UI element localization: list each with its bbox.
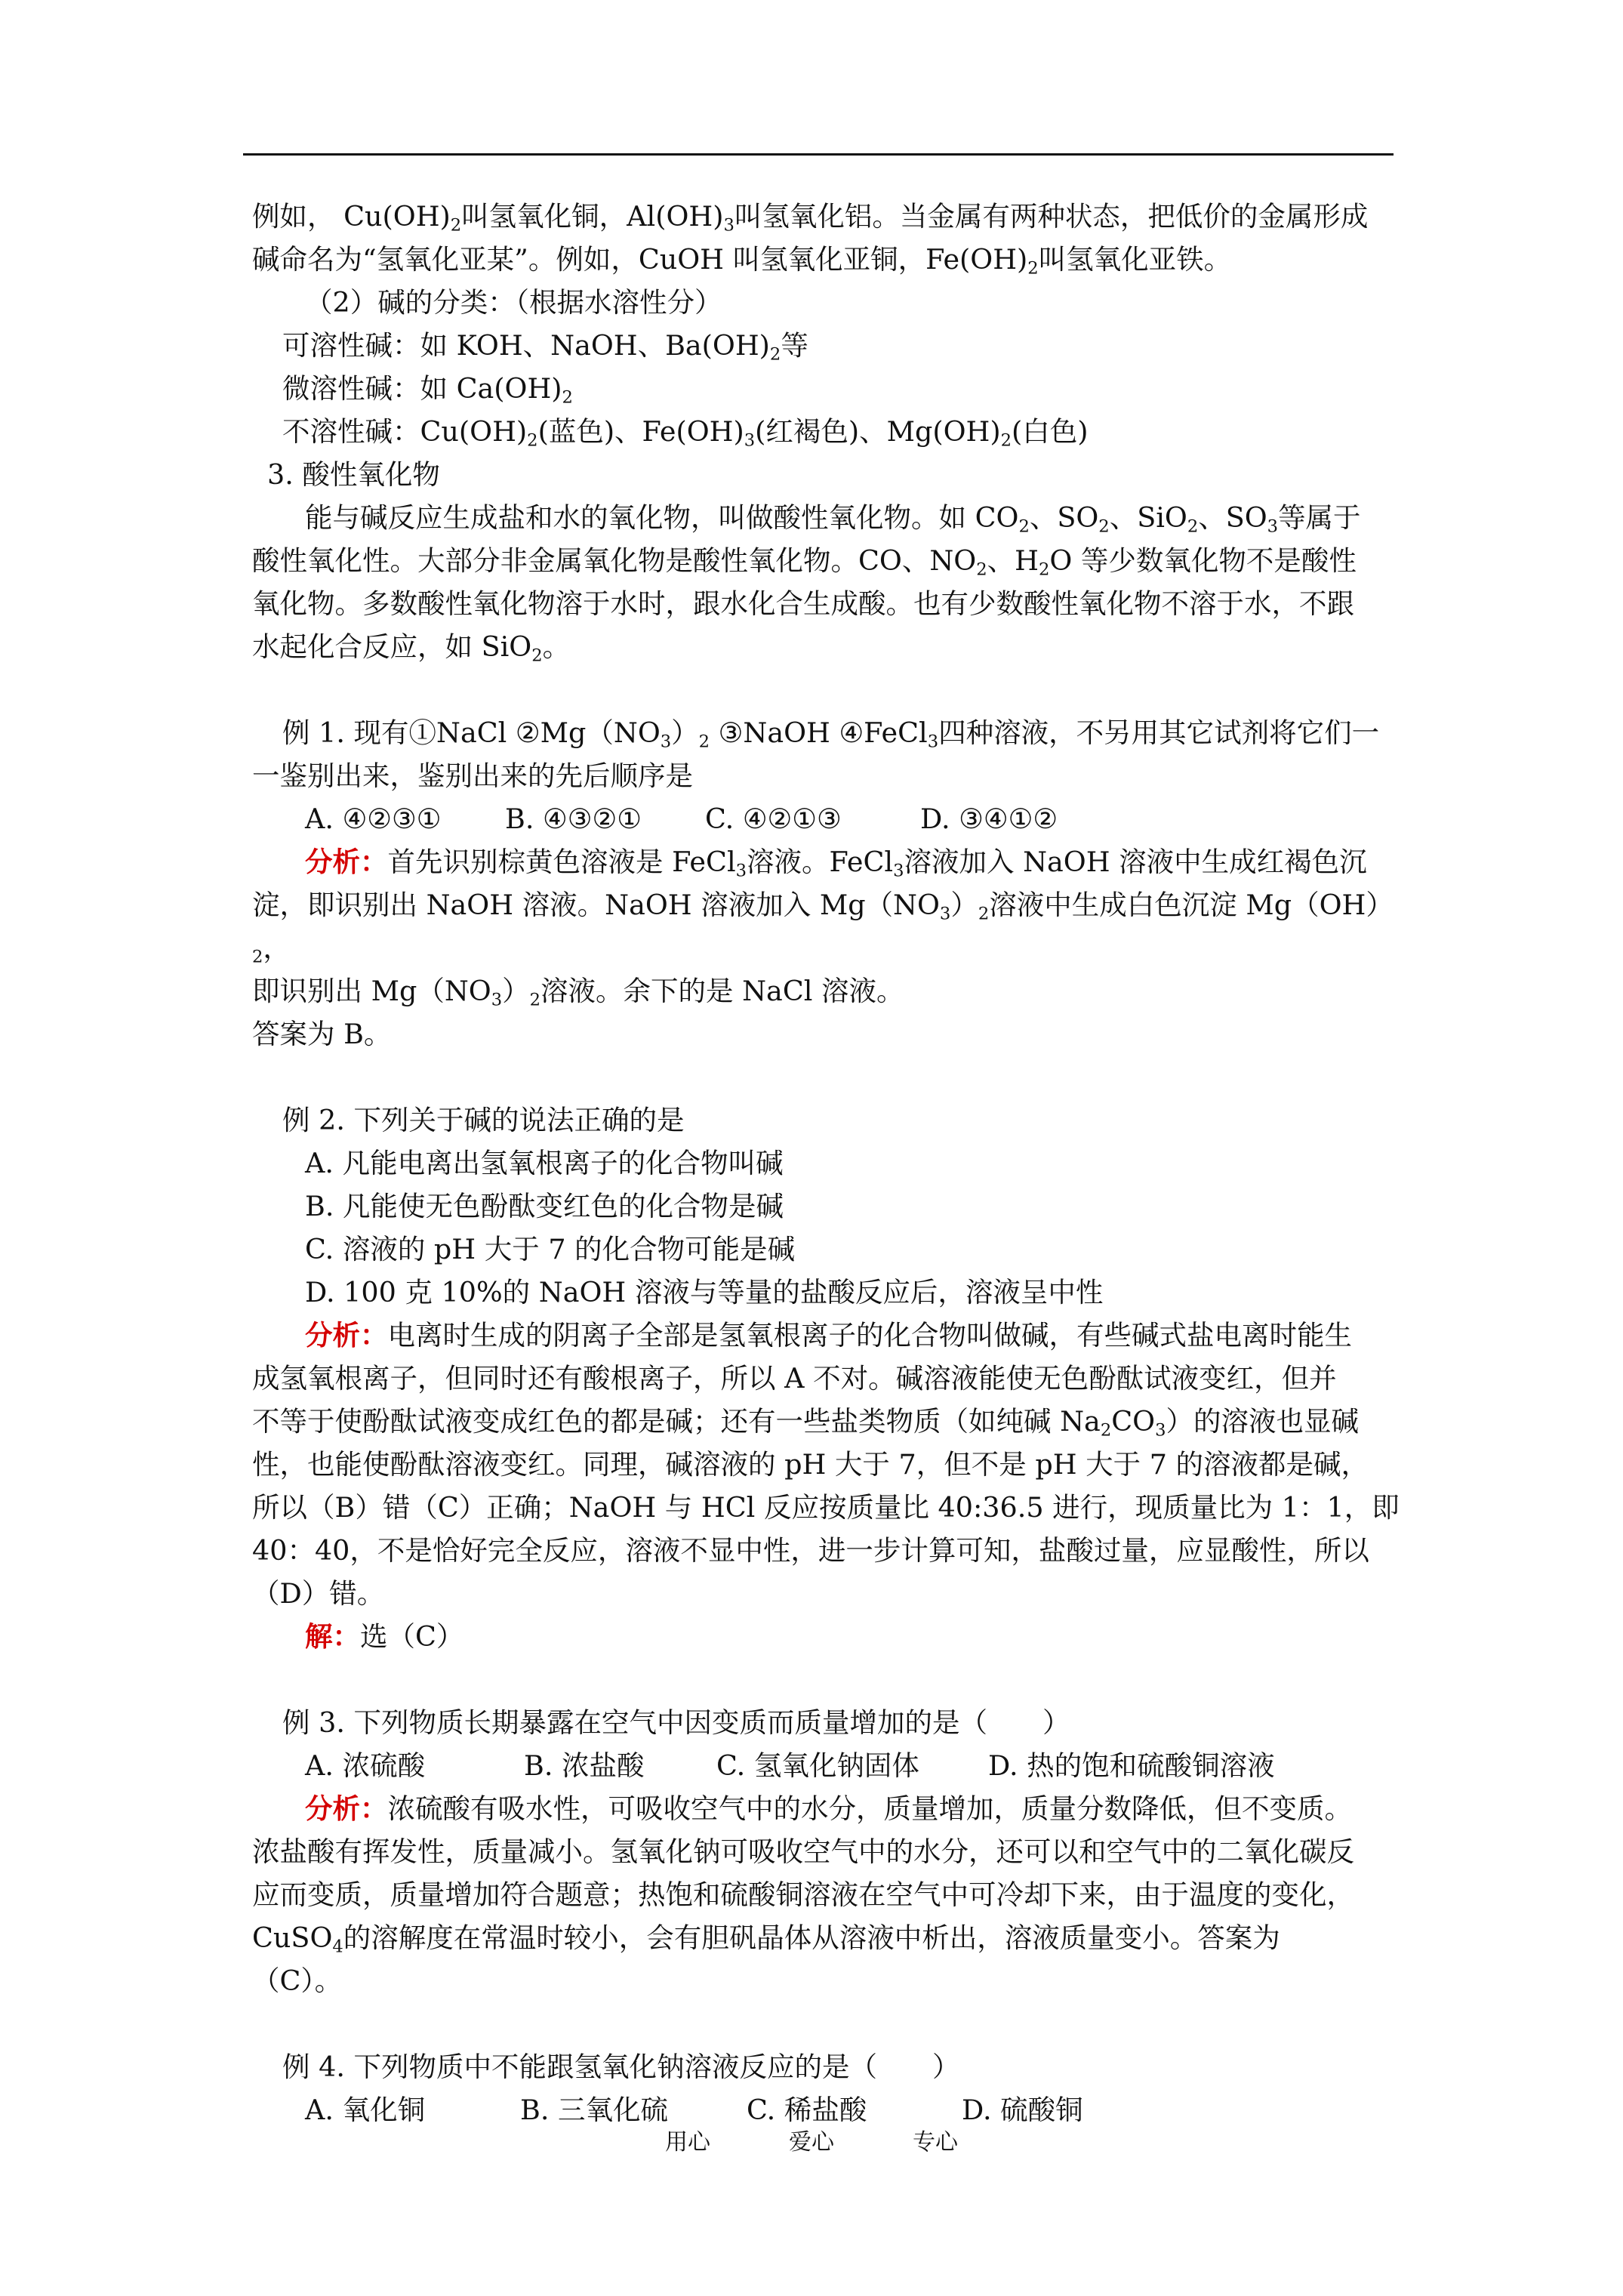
option-b: B. ④③②① <box>505 803 642 835</box>
example-2-option-c: C. 溶液的 pH 大于 7 的化合物可能是碱 <box>305 1233 796 1265</box>
analysis-label: 分析： <box>305 846 388 878</box>
example-1-question-line2: 一鉴别出来，鉴别出来的先后顺序是 <box>252 760 693 792</box>
page-footer <box>0 2128 1623 2158</box>
acid-oxide-line4: 水起化合反应，如 SiO$_2$。 <box>252 630 571 666</box>
example-3-options <box>252 1744 1415 1787</box>
option-c: C. 稀盐酸 <box>747 2094 867 2126</box>
soluble-bases: 可溶性碱：如 KOH、NaOH、$Ba(OH)_2$等 <box>282 329 808 365</box>
example-1-question-line1: 例 1. 现有①NaCl $②Mg(NO_3)_2$ ③NaOH ④FeCl$_3$四种溶液，不另用其它试剂将它们一 <box>282 717 1380 752</box>
option-d: D. 硫酸铜 <box>962 2094 1083 2126</box>
analysis-label: 分析： <box>305 1319 388 1351</box>
option-c: C. ④②①③ <box>705 803 842 835</box>
example-3-analysis-line4: CuSO$_4$的溶解度在常温时较小，会有胆矾晶体从溶液中析出，溶液质量变小。答案为 <box>252 1922 1280 1957</box>
option-b: B. 三氧化硫 <box>520 2094 669 2126</box>
option-c: C. 氢氧化钠固体 <box>716 1749 919 1782</box>
option-a: A. 氧化铜 <box>305 2094 426 2126</box>
solution-label: 解： <box>305 1620 360 1653</box>
example-1-analysis-line2: 淀，即识别出 NaOH 溶液。NaOH 溶液加入 $Mg(NO_3)_2$溶液中生成白色沉淀 $Mg(OH)_2$， <box>252 889 1394 967</box>
example-2-option-b: B. 凡能使无色酚酞变红色的化合物是碱 <box>305 1190 784 1222</box>
example-1-analysis-line3: 即识别出 $Mg(NO_3)_2$溶液。余下的是 NaCl 溶液。 <box>252 975 904 1010</box>
example-2-option-a: A. 凡能电离出氢氧根离子的化合物叫碱 <box>305 1147 784 1179</box>
example-3-question: 例 3. 下列物质长期暴露在空气中因变质而质量增加的是（ ） <box>282 1706 1070 1739</box>
naming-paragraph-line2: 碱命名为“氢氧化亚某”。例如，CuOH 叫氢氧化亚铜，$Fe(OH)_2$叫氢氧化亚铁。 <box>252 243 1232 279</box>
option-d: D. ③④①② <box>920 803 1058 835</box>
example-2-option-d: D. 100 克 10%的 NaOH 溶液与等量的盐酸反应后，溶液呈中性 <box>305 1276 1104 1308</box>
naming-paragraph-line1: 例如， $Cu(OH)_2$叫氢氧化铜，$Al(OH)_3$叫氢氧化铝。当金属有两种状态，把低价的金属形成 <box>252 200 1369 236</box>
example-3-analysis-line2: 浓盐酸有挥发性，质量减小。氢氧化钠可吸收空气中的水分，还可以和空气中的二氧化碳反 <box>252 1835 1354 1868</box>
example-4-options <box>252 2088 1415 2131</box>
example-1-analysis-line1: 分析：首先识别棕黄色溶液是 FeCl$_3$溶液。FeCl$_3$溶液加入 NaOH 溶液中生成红褐色沉 <box>305 846 1367 881</box>
classification-heading: （2）碱的分类：（根据水溶性分） <box>305 286 722 319</box>
option-b: B. 浓盐酸 <box>524 1749 645 1782</box>
example-2-analysis-line5: 所以（B）错（C）正确；NaOH 与 HCl 反应按质量比 40:36.5 进行，现质量比为 1：1，即 <box>252 1491 1400 1524</box>
footer-motto-1: 用心 <box>665 2129 710 2156</box>
slightly-soluble-bases: 微溶性碱：如 $Ca(OH)_2$ <box>282 372 573 408</box>
insoluble-bases: 不溶性碱：$Cu(OH)_2$(蓝色)、$Fe(OH)_3$(红褐色)、$Mg(OH)_2$(白色) <box>282 415 1089 451</box>
example-1-answer: 答案为 B。 <box>252 1018 392 1050</box>
example-3-analysis-line5: （C）。 <box>252 1965 343 1997</box>
analysis-label: 分析： <box>305 1792 388 1825</box>
acid-oxide-line2: 酸性氧化性。大部分非金属氧化物是酸性氧化物。CO、$NO_2$、$H_2O$ 等少数氧化物不是酸性 <box>252 544 1357 580</box>
example-2-analysis-line7: （D）错。 <box>252 1577 385 1610</box>
option-a: A. 浓硫酸 <box>305 1749 426 1782</box>
example-2-analysis-line4: 性，也能使酚酞溶液变红。同理，碱溶液的 pH 大于 7，但不是 pH 大于 7 的溶液都是碱， <box>252 1448 1369 1481</box>
footer-motto-2: 爱心 <box>789 2129 834 2156</box>
example-2-analysis-line6: 40：40，不是恰好完全反应，溶液不显中性，进一步计算可知，盐酸过量，应显酸性，所以 <box>252 1534 1369 1567</box>
acid-oxide-line1: 能与碱反应生成盐和水的氧化物，叫做酸性氧化物。如 $CO_2$、$SO_2$、SiO$_2$、$SO_3$等属于 <box>305 501 1361 537</box>
example-1-options <box>252 797 1415 840</box>
example-4-question: 例 4. 下列物质中不能跟氢氧化钠溶液反应的是（ ） <box>282 2051 960 2083</box>
example-2-solution: 解：选（C） <box>305 1620 464 1653</box>
example-3-analysis-line1: 分析：浓硫酸有吸水性，可吸收空气中的水分，质量增加，质量分数降低，但不变质。 <box>305 1792 1352 1825</box>
acid-oxide-line3: 氧化物。多数酸性氧化物溶于水时，跟水化合生成酸。也有少数酸性氧化物不溶于水，不跟 <box>252 587 1354 620</box>
option-d: D. 热的饱和硫酸铜溶液 <box>988 1749 1275 1782</box>
footer-motto-3: 专心 <box>913 2129 958 2156</box>
example-2-question: 例 2. 下列关于碱的说法正确的是 <box>282 1104 685 1136</box>
example-2-analysis-line2: 成氢氧根离子，但同时还有酸根离子，所以 A 不对。碱溶液能使无色酚酞试液变红，但并 <box>252 1362 1337 1395</box>
option-a: A. ④②③① <box>305 803 442 835</box>
example-2-analysis-line1: 分析：电离时生成的阴离子全部是氢氧根离子的化合物叫做碱，有些碱式盐电离时能生 <box>305 1319 1352 1351</box>
example-3-analysis-line3: 应而变质，质量增加符合题意；热饱和硫酸铜溶液在空气中可冷却下来，由于温度的变化， <box>252 1878 1354 1911</box>
document-body <box>252 195 1415 2131</box>
section-3-heading: 3. 酸性氧化物 <box>267 458 440 491</box>
header-rule <box>243 153 1394 156</box>
example-2-analysis-line3: 不等于使酚酞试液变成红色的都是碱；还有一些盐类物质（如纯碱 $Na_2CO_3$）的溶液也显碱 <box>252 1405 1359 1441</box>
